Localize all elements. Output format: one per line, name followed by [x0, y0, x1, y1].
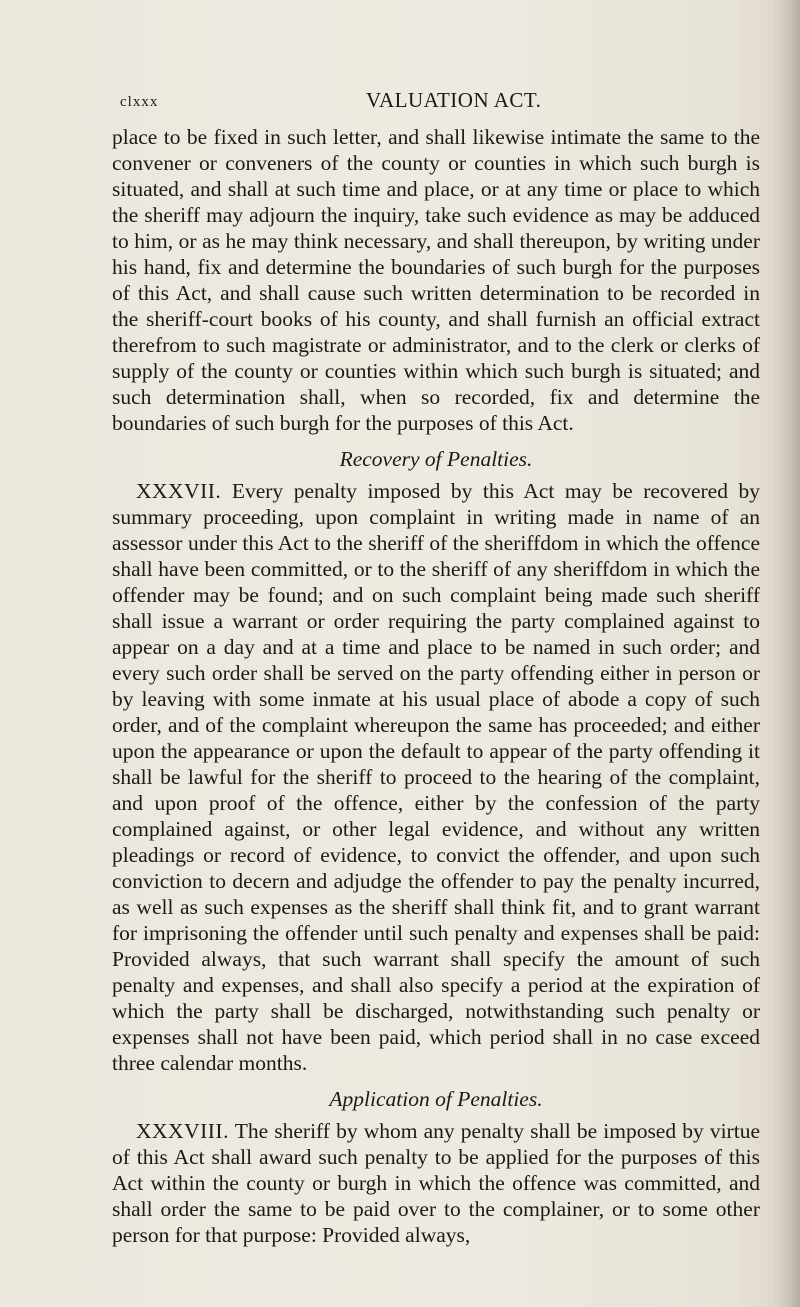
section-xxxvii-paragraph	[112, 478, 760, 1076]
section-text: The sheriff by whom any penalty shall be imposed by virtue of this Act shall award such penalty to be applied for the purposes of this Act within the county or burgh in which the offence was committed, and shall order the same to be paid over to the complainer, or to some other person for that purpose: Provided always,	[112, 1119, 760, 1247]
body-text	[112, 124, 760, 1248]
page-header	[120, 88, 760, 118]
page-number: clxxx	[120, 94, 159, 110]
section-number: XXXVII.	[136, 479, 222, 503]
section-text: Every penalty imposed by this Act may be recovered by summary proceeding, upon complaint in writing made in name of an assessor under this Act to the sheriff of the sheriffdom in which the offence shall have been committed, or to the sheriff of any sheriffdom in which the offender may be found; and on such complaint being made such sheriff shall issue a warrant or order requiring the party complained against to appear on a day and at a time and place to be named in such order; and every such order shall be served on the party offending either in person or by leaving with some inmate at his usual place of abode a copy of such order, and of the complaint whereupon the same has proceeded; and either upon the appearance or upon the default to appear of the party offending it shall be lawful for the sheriff to proceed to the hearing of the complaint, and upon proof of the offence, either by the confession of the party complained against, or other legal evidence, and without any written pleadings or record of evidence, to convict the offender, and upon such conviction to decern and adjudge the offender to pay the penalty incurred, as well as such expenses as the sheriff shall think fit, and to grant warrant for imprisoning the offender until such penalty and expenses shall be paid: Provided always, that such warrant shall specify the amount of such penalty and expenses, and shall also specify a period at the expiration of which the party shall be discharged, notwithstanding such penalty or expenses shall not have been paid, which period shall in no case exceed three calendar months.	[112, 479, 760, 1075]
section-xxxviii-paragraph	[112, 1118, 760, 1248]
section-heading-recovery: Recovery of Penalties.	[339, 447, 533, 471]
page-edge-shadow	[772, 0, 800, 1307]
section-heading-application: Application of Penalties.	[329, 1087, 543, 1111]
running-head: VALUATION ACT.	[366, 88, 542, 112]
intro-paragraph: place to be fixed in such letter, and shall likewise intimate the same to the convener or conveners of the county or counties in which such burgh is situated, and shall at such time and place, or at any time or place to which the sheriff may adjourn the inquiry, take such evidence as may be adduced to him, or as he may think necessary, and shall thereupon, by writing under his hand, fix and determine the boundaries of such burgh for the purposes of this Act, and shall cause such written determination to be recorded in the sheriff-court books of his county, and shall furnish an official extract therefrom to such magistrate or administrator, and to the clerk or clerks of supply of the county or counties within which such burgh is situated; and such determination shall, when so recorded, fix and determine the boundaries of such burgh for the purposes of this Act.	[112, 125, 760, 435]
section-number: XXXVIII.	[136, 1119, 229, 1143]
